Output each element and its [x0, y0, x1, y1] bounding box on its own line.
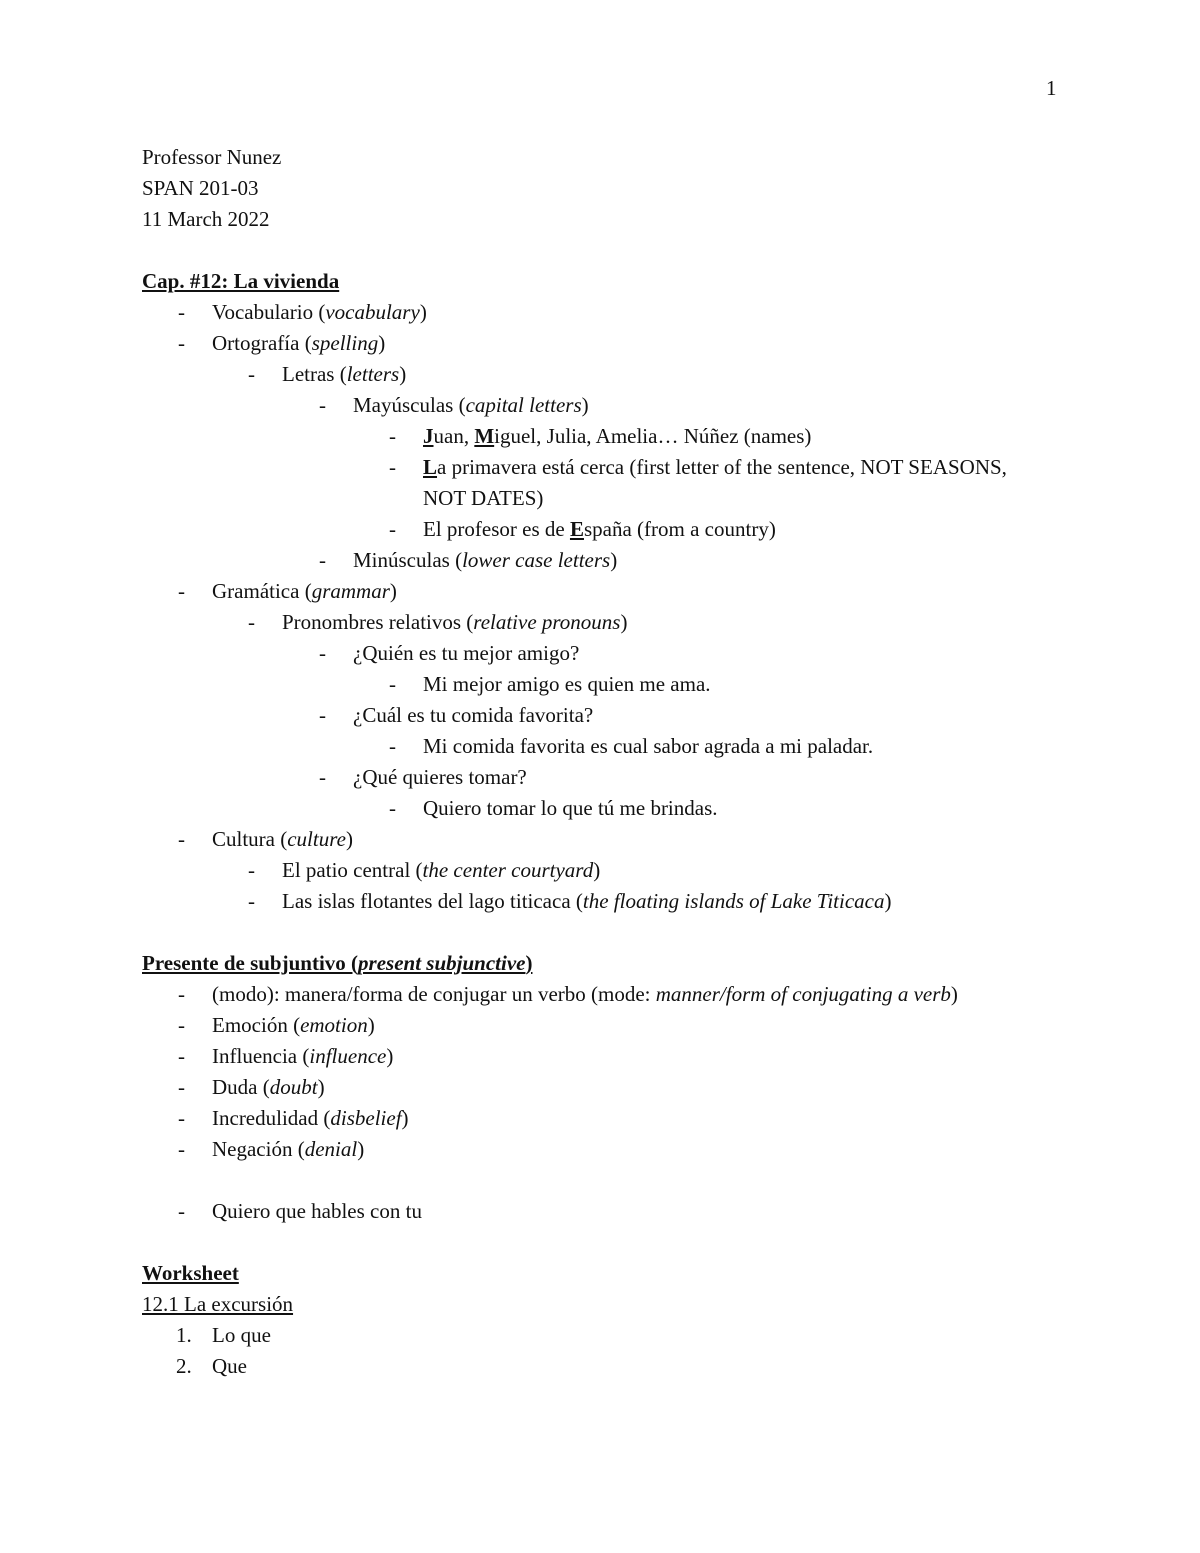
item-text: Influencia ( [212, 1044, 310, 1068]
list-bullet: - [178, 331, 185, 355]
item-translation: culture [287, 827, 346, 851]
list-bullet: - [389, 796, 396, 820]
item-translation: spelling [311, 331, 379, 355]
item-text: iguel, Julia, Amelia… Núñez (names) [494, 424, 812, 448]
item-text: Las islas flotantes del lago titicaca ( [282, 889, 583, 913]
list-item-answer-1 [142, 669, 1072, 700]
item-translation: disbelief [330, 1106, 402, 1130]
list-item-cultura [142, 824, 1072, 855]
item-text: Letras ( [282, 362, 347, 386]
list-bullet: - [389, 424, 396, 448]
item-text: El profesor es de [423, 517, 570, 541]
capital-letter: E [569, 517, 584, 541]
list-bullet: - [178, 1106, 185, 1130]
item-translation: capital letters [465, 393, 582, 417]
item-text: ) [317, 1075, 325, 1099]
item-text: ) [610, 548, 618, 572]
list-item-question-1 [142, 638, 1072, 669]
list-item-patio [142, 855, 1072, 886]
item-text: Vocabulario ( [212, 300, 326, 324]
list-item-ortografia [142, 328, 1072, 359]
item-text: ) [401, 1106, 409, 1130]
spacer [142, 1165, 1072, 1196]
section-heading-subjuntivo [142, 948, 1072, 979]
item-translation: letters [346, 362, 400, 386]
list-bullet: - [178, 1199, 185, 1223]
item-translation: lower case letters [462, 548, 611, 572]
list-bullet: - [178, 1137, 185, 1161]
list-bullet: - [319, 703, 326, 727]
item-text: El patio central ( [282, 858, 423, 882]
list-bullet: - [248, 362, 255, 386]
list-bullet: - [248, 858, 255, 882]
item-text: Mayúsculas ( [353, 393, 466, 417]
item-text: ) [386, 1044, 394, 1068]
item-translation: the center courtyard [422, 858, 594, 882]
list-item-question-3 [142, 762, 1072, 793]
list-bullet: - [389, 517, 396, 541]
item-text: ) [581, 393, 589, 417]
list-item-primavera [142, 452, 1043, 514]
heading-translation: present subjunctive [358, 951, 526, 975]
item-text: spaña (from a country) [583, 517, 776, 541]
item-text: Duda ( [212, 1075, 270, 1099]
list-item-influencia [142, 1041, 1072, 1072]
list-bullet: - [389, 734, 396, 758]
heading-text: ) [525, 951, 533, 975]
item-text: ) [399, 362, 407, 386]
item-text: Ortografía ( [212, 331, 312, 355]
list-bullet: - [319, 765, 326, 789]
item-text: ) [367, 1013, 375, 1037]
list-item-duda [142, 1072, 1072, 1103]
item-translation: influence [309, 1044, 387, 1068]
item-text: Incredulidad ( [212, 1106, 331, 1130]
item-text: Minúsculas ( [353, 548, 463, 572]
list-bullet: - [319, 548, 326, 572]
professor-name: Professor Nunez [142, 145, 282, 169]
spacer [142, 1227, 1072, 1258]
item-text: ) [620, 610, 628, 634]
list-item-gramatica [142, 576, 1072, 607]
item-translation: denial [304, 1137, 358, 1161]
item-number: 2. [176, 1354, 192, 1378]
numbered-item-2 [142, 1351, 1072, 1382]
list-bullet: - [389, 455, 396, 479]
item-translation: relative pronouns [473, 610, 621, 634]
spacer [142, 917, 1072, 948]
list-item-answer-3 [142, 793, 1072, 824]
list-item-vocabulario [142, 297, 1072, 328]
section-heading-worksheet: Worksheet [142, 1261, 239, 1285]
item-text: ) [884, 889, 892, 913]
page-number: 1 [1046, 76, 1057, 100]
item-text: ¿Cuál es tu comida favorita? [353, 703, 594, 727]
item-text: ) [950, 982, 958, 1006]
list-bullet: - [178, 1044, 185, 1068]
item-text: Que [212, 1354, 247, 1378]
item-text: Mi mejor amigo es quien me ama. [423, 672, 711, 696]
item-text: (modo): manera/forma de conjugar un verbo (mode: [212, 982, 656, 1006]
list-item-pronombres [142, 607, 1072, 638]
item-text: a primavera está cerca (first letter of the sentence, NOT SEASONS, NOT DATES) [423, 455, 1007, 510]
list-item-emocion [142, 1010, 1072, 1041]
list-bullet: - [178, 1013, 185, 1037]
item-translation: vocabulary [325, 300, 420, 324]
list-bullet: - [178, 579, 185, 603]
list-item-quiero [142, 1196, 1072, 1227]
item-text: ) [378, 331, 386, 355]
list-item-mayusculas [142, 390, 1072, 421]
item-text: Negación ( [212, 1137, 305, 1161]
section-heading-vivienda: Cap. #12: La vivienda [142, 269, 340, 293]
list-bullet: - [248, 610, 255, 634]
list-bullet: - [319, 641, 326, 665]
item-text: Mi comida favorita es cual sabor agrada a mi paladar. [423, 734, 874, 758]
item-text: uan, [433, 424, 475, 448]
item-text: Gramática ( [212, 579, 312, 603]
item-text: Pronombres relativos ( [282, 610, 474, 634]
list-item-incredulidad [142, 1103, 1072, 1134]
list-bullet: - [319, 393, 326, 417]
item-translation: emotion [300, 1013, 368, 1037]
document-date: 11 March 2022 [142, 207, 270, 231]
item-number: 1. [176, 1323, 192, 1347]
heading-text: Presente de subjuntivo ( [142, 951, 359, 975]
item-text: Quiero que hables con tu [212, 1199, 422, 1223]
item-translation: grammar [311, 579, 390, 603]
document-body [142, 142, 1072, 1382]
item-text: Lo que [212, 1323, 271, 1347]
list-item-question-2 [142, 700, 1072, 731]
item-translation: the floating islands of Lake Titicaca [582, 889, 885, 913]
list-bullet: - [248, 889, 255, 913]
worksheet-subheading: 12.1 La excursión [142, 1292, 294, 1316]
list-item-islas [142, 886, 1072, 917]
item-text: ¿Qué quieres tomar? [353, 765, 527, 789]
list-bullet: - [178, 827, 185, 851]
list-item-negacion [142, 1134, 1072, 1165]
item-text: ) [357, 1137, 365, 1161]
spacer [142, 235, 1072, 266]
item-text: Emoción ( [212, 1013, 301, 1037]
numbered-item-1 [142, 1320, 1072, 1351]
list-item-modo [142, 979, 1072, 1010]
list-bullet: - [178, 982, 185, 1006]
item-translation: doubt [269, 1075, 318, 1099]
item-text: Quiero tomar lo que tú me brindas. [423, 796, 718, 820]
capital-letter: M [474, 424, 495, 448]
list-bullet: - [389, 672, 396, 696]
capital-letter: J [423, 424, 434, 448]
list-bullet: - [178, 300, 185, 324]
list-item-answer-2 [142, 731, 1072, 762]
list-bullet: - [178, 1075, 185, 1099]
capital-letter: L [423, 455, 438, 479]
course-code: SPAN 201-03 [142, 176, 259, 200]
list-item-profesor [142, 514, 1072, 545]
item-text: Cultura ( [212, 827, 288, 851]
item-text: ) [593, 858, 601, 882]
item-text: ) [345, 827, 353, 851]
list-item-letras [142, 359, 1072, 390]
item-text: ) [389, 579, 397, 603]
item-text: ) [419, 300, 427, 324]
list-item-names [142, 421, 1072, 452]
item-text: ¿Quién es tu mejor amigo? [353, 641, 580, 665]
item-translation: manner/form of conjugating a verb [655, 982, 951, 1006]
list-item-minusculas [142, 545, 1072, 576]
